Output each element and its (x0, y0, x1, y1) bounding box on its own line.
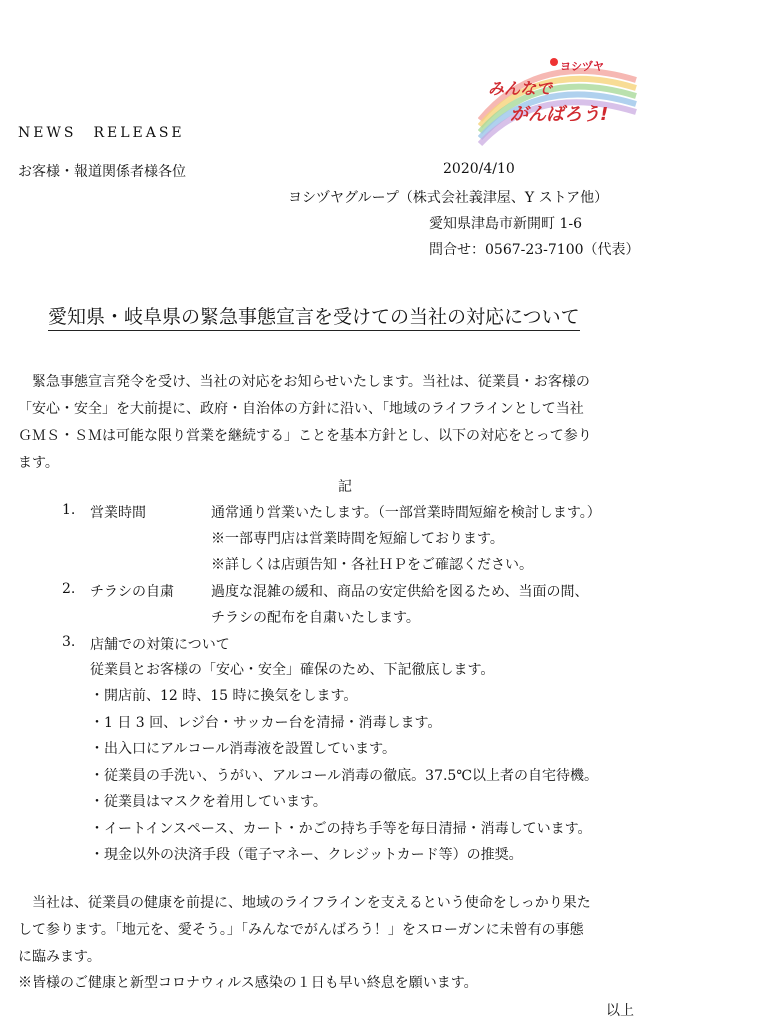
item-number: 1. (62, 502, 76, 518)
slogan-line-2: がんばろう! (510, 104, 609, 125)
bullet-item: ・イートインスペース、カート・かごの持ち手等を毎日清掃・消毒しています。 (90, 821, 592, 837)
end-mark: 以上 (606, 1003, 634, 1019)
bullet-item: ・出入口にアルコール消毒液を設置しています。 (90, 741, 397, 757)
item-text: ※一部専門店は営業時間を短縮しております。 (211, 531, 504, 547)
intro-line: ます。 (18, 455, 59, 471)
news-release-heading: NEWS RELEASE (18, 125, 185, 141)
item-number: 2. (62, 581, 76, 597)
brand-name: ヨシヅヤ (560, 60, 604, 73)
closing-line: して参ります。「地元を、愛そう。」「みんなでがんばろう！」をスローガンに未曾有の事態 (18, 922, 584, 938)
company-name: ヨシヅヤグループ（株式会社義津屋、Y ストア他） (288, 190, 609, 206)
bullet-item: ・1 日 3 回、レジ台・サッカー台を清掃・消毒します。 (90, 715, 442, 731)
bullet-item: ・現金以外の決済手段（電子マネー、クレジットカード等）の推奨。 (90, 847, 523, 863)
bullet-item: ・従業員はマスクを着用しています。 (90, 794, 327, 810)
intro-line: 緊急事態宣言発令を受け、当社の対応をお知らせいたします。当社は、従業員・お客様の (18, 374, 590, 390)
bullet-item: ・従業員の手洗い、うがい、アルコール消毒の徹底。37.5℃以上者の自宅待機。 (90, 768, 598, 784)
contact-phone: 問合せ：0567-23-7100（代表） (429, 242, 640, 258)
item-label: 店舗での対策について (90, 637, 230, 653)
bullet-item: ・開店前、12 時、15 時に換気をします。 (90, 688, 358, 704)
company-address: 愛知県津島市新開町 1-6 (429, 216, 582, 232)
item-label: 営業時間 (90, 505, 146, 521)
item-text: 過度な混雑の緩和、商品の安定供給を図るため、当面の間、 (211, 584, 589, 600)
closing-line: に臨みます。 (18, 949, 101, 965)
item-text: チラシの配布を自粛いたします。 (211, 610, 420, 626)
closing-line: 当社は、従業員の健康を前提に、地域のライフラインを支えるという使命をしっかり果た (18, 895, 591, 911)
item-text: 通常通り営業いたします。（一部営業時間短縮を検討します。） (211, 505, 601, 521)
recipient: お客様・報道関係者様各位 (18, 164, 186, 180)
item-text: ※詳しくは店頭告知・各社ＨＰをご確認ください。 (211, 557, 533, 573)
item-label: チラシの自粛 (90, 584, 174, 600)
item-lead: 従業員とお客様の「安心・安全」確保のため、下記徹底します。 (90, 662, 495, 678)
release-date: 2020/4/10 (443, 161, 515, 177)
slogan-line-1: みんなで (488, 79, 553, 98)
brand-mark-icon (550, 58, 558, 66)
ki-heading: 記 (338, 479, 352, 495)
item-number: 3. (62, 634, 76, 650)
closing-line: ※皆様のご健康と新型コロナウィルス感染の１日も早い終息を願います。 (18, 975, 478, 991)
intro-line: 「安心・安全」を大前提に、政府・自治体の方針に沿い、「地域のライフラインとして当社 (18, 401, 584, 417)
page-title: 愛知県・岐阜県の緊急事態宣言を受けての当社の対応について (48, 302, 580, 331)
intro-line: ＧＭＳ・ＳＭは可能な限り営業を継続する」ことを基本方針とし、以下の対応をとって参り (18, 428, 592, 444)
